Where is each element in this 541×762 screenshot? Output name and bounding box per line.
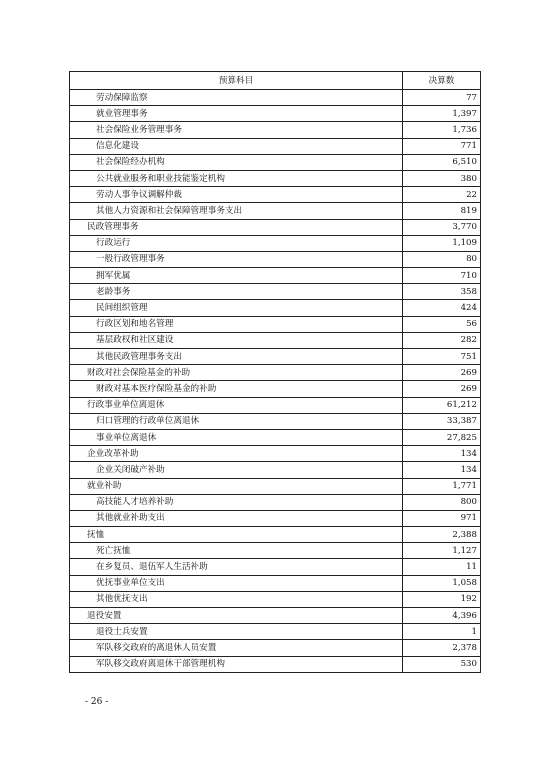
budget-item-value: 77 [403, 90, 481, 106]
budget-item-value: 1,058 [403, 575, 481, 591]
budget-item-value: 1 [403, 624, 481, 640]
budget-item-value: 2,388 [403, 527, 481, 543]
budget-item-name: 抚恤 [70, 527, 403, 543]
budget-item-value: 2,378 [403, 640, 481, 656]
table-row [70, 510, 481, 526]
table-row [70, 527, 481, 543]
budget-item-value: 710 [403, 268, 481, 284]
table-row [70, 429, 481, 445]
budget-item-value: 1,771 [403, 478, 481, 494]
budget-item-name: 劳动保障监察 [70, 90, 403, 106]
budget-item-name: 事业单位离退休 [70, 429, 403, 445]
table-body [70, 90, 481, 673]
budget-item-name: 军队移交政府的离退休人员安置 [70, 640, 403, 656]
budget-item-value: 80 [403, 251, 481, 267]
table-row [70, 413, 481, 429]
table-row [70, 478, 481, 494]
budget-item-value: 282 [403, 332, 481, 348]
table-row [70, 316, 481, 332]
budget-item-name: 社会保险业务管理事务 [70, 122, 403, 138]
budget-item-name: 其他民政管理事务支出 [70, 349, 403, 365]
budget-item-name: 就业补助 [70, 478, 403, 494]
table-row [70, 640, 481, 656]
budget-item-value: 380 [403, 170, 481, 186]
budget-item-value: 1,736 [403, 122, 481, 138]
budget-item-name: 归口管理的行政单位离退休 [70, 413, 403, 429]
table-row [70, 154, 481, 170]
budget-item-value: 6,510 [403, 154, 481, 170]
budget-item-value: 33,387 [403, 413, 481, 429]
budget-item-value: 751 [403, 349, 481, 365]
table-header-row [70, 72, 481, 90]
table-row [70, 608, 481, 624]
table-row [70, 591, 481, 607]
table-row [70, 138, 481, 154]
budget-item-name: 高技能人才培养补助 [70, 494, 403, 510]
table-row [70, 559, 481, 575]
budget-item-name: 其他优抚支出 [70, 591, 403, 607]
budget-item-value: 1,109 [403, 235, 481, 251]
budget-item-value: 771 [403, 138, 481, 154]
budget-item-name: 优抚事业单位支出 [70, 575, 403, 591]
budget-item-name: 民政管理事务 [70, 219, 403, 235]
budget-item-value: 819 [403, 203, 481, 219]
page-number: - 26 - [85, 697, 109, 707]
budget-item-value: 134 [403, 462, 481, 478]
budget-item-name: 行政区划和地名管理 [70, 316, 403, 332]
budget-item-value: 358 [403, 284, 481, 300]
budget-item-name: 军队移交政府离退休干部管理机构 [70, 656, 403, 672]
table-row [70, 446, 481, 462]
header-budget-item: 预算科目 [70, 72, 403, 90]
budget-table [69, 71, 481, 673]
table-row [70, 122, 481, 138]
table-row [70, 494, 481, 510]
table-row [70, 462, 481, 478]
budget-item-value: 11 [403, 559, 481, 575]
budget-item-name: 在乡复员、退伍军人生活补助 [70, 559, 403, 575]
table-row [70, 203, 481, 219]
budget-item-name: 老龄事务 [70, 284, 403, 300]
budget-item-value: 1,127 [403, 543, 481, 559]
budget-item-name: 其他就业补助支出 [70, 510, 403, 526]
budget-item-value: 192 [403, 591, 481, 607]
table-row [70, 187, 481, 203]
table-row [70, 575, 481, 591]
budget-item-value: 971 [403, 510, 481, 526]
budget-item-value: 56 [403, 316, 481, 332]
budget-item-value: 134 [403, 446, 481, 462]
table-row [70, 624, 481, 640]
table-row [70, 381, 481, 397]
table-row [70, 332, 481, 348]
budget-item-name: 一般行政管理事务 [70, 251, 403, 267]
table-row [70, 397, 481, 413]
table-row [70, 656, 481, 672]
budget-item-value: 22 [403, 187, 481, 203]
budget-item-name: 企业关闭破产补助 [70, 462, 403, 478]
budget-item-value: 424 [403, 300, 481, 316]
budget-item-value: 3,770 [403, 219, 481, 235]
table-row [70, 543, 481, 559]
table-row [70, 268, 481, 284]
budget-item-name: 民间组织管理 [70, 300, 403, 316]
budget-item-value: 4,396 [403, 608, 481, 624]
budget-item-name: 基层政权和社区建设 [70, 332, 403, 348]
budget-item-name: 公共就业服务和职业技能鉴定机构 [70, 170, 403, 186]
table-row [70, 365, 481, 381]
budget-item-name: 财政对基本医疗保险基金的补助 [70, 381, 403, 397]
header-final-amount: 决算数 [403, 72, 481, 90]
budget-item-name: 死亡抚恤 [70, 543, 403, 559]
table-row [70, 235, 481, 251]
budget-item-name: 企业改革补助 [70, 446, 403, 462]
budget-item-name: 其他人力资源和社会保障管理事务支出 [70, 203, 403, 219]
budget-item-value: 800 [403, 494, 481, 510]
table-row [70, 284, 481, 300]
table-row [70, 349, 481, 365]
budget-item-name: 拥军优属 [70, 268, 403, 284]
budget-item-value: 269 [403, 365, 481, 381]
table-row [70, 300, 481, 316]
budget-item-value: 530 [403, 656, 481, 672]
table-row [70, 251, 481, 267]
budget-item-name: 社会保险经办机构 [70, 154, 403, 170]
table-row [70, 219, 481, 235]
budget-item-name: 行政事业单位离退休 [70, 397, 403, 413]
budget-item-value: 269 [403, 381, 481, 397]
budget-item-name: 劳动人事争议调解仲裁 [70, 187, 403, 203]
budget-item-name: 就业管理事务 [70, 106, 403, 122]
budget-item-name: 信息化建设 [70, 138, 403, 154]
table-row [70, 90, 481, 106]
budget-item-name: 退役士兵安置 [70, 624, 403, 640]
budget-item-name: 退役安置 [70, 608, 403, 624]
table-row [70, 170, 481, 186]
budget-item-name: 财政对社会保险基金的补助 [70, 365, 403, 381]
budget-item-value: 61,212 [403, 397, 481, 413]
table-row [70, 106, 481, 122]
budget-item-value: 27,825 [403, 429, 481, 445]
budget-item-name: 行政运行 [70, 235, 403, 251]
budget-item-value: 1,397 [403, 106, 481, 122]
